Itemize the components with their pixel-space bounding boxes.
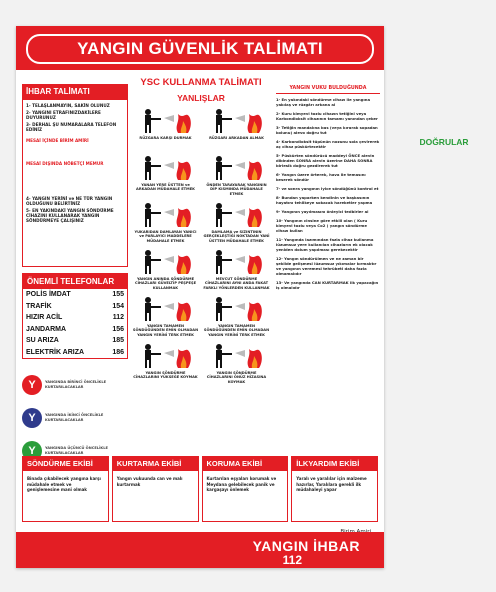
fire-step: 2- Kuru kimyevi tozlu cihazın tetiğini veya Karbondioksit cihazının tamamı yanından çeker: [276, 111, 378, 121]
correct-usage-pictogram: [205, 247, 265, 275]
table-row: [23, 289, 127, 301]
ysc-caption: YANGIN SÖNDÜRME CİHAZLARINI YÜKSEĞE KOYMAK: [133, 371, 198, 380]
ysc-caption: MEVCUT SÖNDÜRME CİHAZLARINI AYNI ANDA FAKAT FARKLI YÖNLERDEN KULLANMAK: [203, 277, 270, 290]
fire-step: 3- Tetiğin mandalına bas (veya kırarak sopadan kolunu) alevo doğru tut: [276, 125, 378, 135]
ihbar-line: MESAİ DIŞINDA NÖBETÇİ MEMUR: [26, 161, 104, 166]
fire-step: 8- Bundan yaparken kendinin ve başkasının hayatını tehlikeye sokacak hareketler yapma: [276, 195, 373, 205]
team-first-aid: [291, 456, 378, 522]
fire-occurs-title: YANGIN VUKU BULDUĞUNDA: [276, 84, 380, 94]
fire-step: 10- Yangının cinsine göre etkili olan ( Kuru kimyevi tozlu veya Co2 ) yangın söndürme cihazı kullan: [276, 218, 368, 233]
fire-step: 9- Yangının yayılmasını önleyici tedbirler al: [276, 209, 369, 214]
ihbar-line: 1- TELAŞLANMAYIN, SAKİN OLUNUZ: [26, 103, 110, 108]
priority-text: YANGINDA ÜÇÜNCÜ ÖNCELİKLE KURTARILACAKLAR: [45, 446, 108, 455]
footer-number: 112: [282, 553, 302, 567]
ysc-caption: YANGIN TAMAMEN SÖNDÜĞÜNDEN EMİN OLMADAN YANGIN YERİNİ TERK ETMEK: [203, 324, 270, 337]
ysc-cell: [203, 200, 270, 245]
wrong-usage-pictogram: [134, 341, 194, 369]
phone-name: HIZIR ACİL: [26, 314, 63, 322]
priority-text: YANGINDA İKİNCİ ÖNCELİKLE KURTARILACAKLAR: [45, 413, 104, 422]
fire-step: 6- Yangın üzere örterek, hava ile temasını keserek söndür: [276, 172, 366, 182]
important-phones: [22, 273, 128, 359]
correct-usage-pictogram: [205, 294, 265, 322]
table-row: [23, 312, 127, 324]
phone-name: SU ARIZA: [26, 337, 59, 345]
ysc-cell: [203, 341, 270, 386]
fire-step: 11- Yangında lazımından fazla cihaz kullanma lüzumsuz yere kullanılan cihazların ek olacak yeniden dolum yapılması gerekecektir: [276, 237, 374, 252]
fire-step: 4- Karbondioksit tüpünün nozunu sola çevirerek aç cihaz püskürtecektir: [276, 139, 380, 149]
ysc-cell: [132, 294, 199, 339]
team-extinguish: [22, 456, 109, 522]
correct-usage-pictogram: [205, 106, 265, 134]
wrong-usage-pictogram: [134, 294, 194, 322]
team-title: SÖNDÜRME EKİBİ: [23, 457, 108, 471]
ysc-cell: [203, 153, 270, 198]
table-row: [23, 324, 127, 336]
ysc-cell: [203, 247, 270, 292]
phone-number: 186: [112, 348, 124, 356]
phone-number: 154: [112, 302, 124, 310]
phones-title: ÖNEMLİ TELEFONLAR: [23, 274, 127, 289]
ysc-cell: [132, 247, 199, 292]
phone-number: 112: [112, 314, 124, 322]
ysc-cell: [203, 106, 270, 151]
ihbar-title: İHBAR TALİMATI: [22, 84, 128, 99]
team-text: Binada çıkabilecek yangına karşı müdahale etmek ve genişlemesine mani olmak: [27, 476, 101, 492]
phone-number: 156: [112, 325, 124, 333]
ysc-caption: YUKARIDAN DAMLAYAN YANICI ve PARLAYICI MADDELERE MÜDAHALE ETMEK: [134, 230, 197, 243]
correct-usage-pictogram: [205, 200, 265, 228]
ysc-title: YSC KULLANMA TALİMATI: [140, 77, 262, 88]
footer-title: YANGIN İHBAR: [252, 538, 360, 554]
rescue-priorities: [22, 371, 128, 465]
priority-badge: Y: [22, 441, 42, 461]
ihbar-line: 5- EN YAKINDAKİ YANGIN SÖNDÜRME CİHAZINI KULLANARAK YANGIN SÖNDÜRMEYE ÇALIŞINIZ: [26, 208, 114, 223]
ysc-caption: YANAN YERE ÜSTTEN ve ARKADAN MÜDAHALE ETMEK: [136, 183, 195, 192]
correct-usage-pictogram: [205, 341, 265, 369]
phone-name: TRAFİK: [26, 302, 52, 310]
wrong-usage-pictogram: [134, 106, 194, 134]
phone-name: POLİS İMDAT: [26, 291, 71, 299]
left-column: [22, 84, 128, 457]
ysc-caption: ÖNDEN TARAYARAK YANGININ DİP KISMINDA MÜDAHALE ETMEK: [206, 183, 267, 196]
priority-item: [22, 371, 128, 399]
right-label: DOĞRULAR: [419, 137, 469, 147]
team-text: Yangın vukuunda can ve malı kurtarmak: [116, 476, 183, 487]
priority-badge: Y: [22, 408, 42, 428]
table-row: [23, 301, 127, 313]
ysc-caption: YANGIN ANINDA SÖNDÜRME CİHAZLARI GÜVELTİP PEŞPEŞE KULLANMAK: [134, 277, 197, 290]
ysc-caption: RÜZGARI ARKADAN ALMAK: [209, 136, 264, 140]
ysc-caption: YANGIN TAMAMEN SÖNDÜĞÜNDEN EMİN OLMADAN YANGIN YERİNİ TERK ETMEK: [132, 324, 199, 337]
ihbar-line: 4- YANGIN YERİNİ ve NE TÜR YANGIN OLDUĞUNU BELİRTİNİZ: [26, 196, 113, 206]
ysc-grid: [132, 106, 270, 386]
ysc-cell: [132, 153, 199, 198]
team-title: KURTARMA EKİBİ: [113, 457, 198, 471]
fire-step: 1- En yakındaki söndürme cihazı ile yangına yakılaş ve rüzgârı arkana al: [276, 97, 371, 107]
priority-text: YANGINDA BİRİNCİ ÖNCELİKLE KURTARILACAKLAR: [45, 380, 107, 389]
ysc-cell: [132, 341, 199, 386]
team-title: KORUMA EKİBİ: [203, 457, 288, 471]
priority-item: [22, 404, 128, 432]
teams-row: [22, 456, 378, 526]
phone-name: ELEKTRİK ARIZA: [26, 348, 85, 356]
phones-table: [23, 289, 127, 358]
poster-footer: [16, 532, 384, 568]
team-rescue: [112, 456, 199, 522]
fire-step: 5- Püskürten söndürücü maddeyi ÖNCE alevin dibinden SONRA alevin üzerine DAHA SONRA birlesik doğru gezdirerek tut: [276, 153, 375, 168]
ysc-cell: [132, 200, 199, 245]
fire-step: 13- Ve yangında CAN KURTARMAK ilk yapacağın iş olmalıdır: [276, 280, 379, 290]
table-row: [23, 335, 127, 347]
phone-number: 185: [112, 337, 124, 345]
fire-step: 12- Yangın söndürülmen ve ne zaman bir şekilde gelişmesi lüzumsuz yıkımalar kırmaktır ve yangının veremesi tehrübeti daha fazla olmamalıdır: [276, 256, 377, 276]
wrong-label: YANLIŞLAR: [177, 93, 225, 103]
right-column: [276, 84, 380, 446]
team-title: İLKYARDIM EKİBİ: [292, 457, 377, 471]
ysc-caption: YANGIN SÖNDÜRME CİHAZLARINI ÖNÜZ HİZASINA KOYMAK: [206, 371, 267, 384]
team-protection: [202, 456, 289, 522]
team-text: Kurtarılan eşyaları korumak ve Meydana gelebilecek panik ve kargaşayı önlemek: [206, 476, 277, 492]
phone-name: JANDARMA: [26, 325, 67, 333]
ihbar-line: 2- YANGINI ETRAFINIZDAKİLERE DUYURUNUZ: [26, 110, 101, 120]
correct-usage-pictogram: [205, 153, 265, 181]
wrong-usage-pictogram: [134, 153, 194, 181]
page-title: YANGIN GÜVENLİK TALİMATI: [26, 34, 374, 64]
table-row: [23, 347, 127, 359]
ysc-caption: DAMLAMA ve SIZINTININ GERÇEKLEŞTİĞİ NOKTADAN YANİ ÜSTTEN MÜDAHALE ETMEK: [203, 230, 270, 243]
fire-safety-poster: [16, 26, 469, 568]
ihbar-line: MESAİ İÇİNDE BİRİM AMİRİ: [26, 138, 89, 143]
wrong-usage-pictogram: [134, 200, 194, 228]
ysc-cell: [203, 294, 270, 339]
ysc-cell: [132, 106, 199, 151]
ysc-caption: RÜZGARA KARŞI DURMAK: [139, 136, 192, 140]
phone-number: 155: [112, 291, 124, 299]
team-text: Yaralı ve yaralılar için malzeme hazırlar, Yaralılara gerekli ilk müdahaleyi yapar: [296, 476, 367, 492]
priority-badge: Y: [22, 375, 42, 395]
poster-header: [16, 26, 384, 70]
fire-step: 7- ve sonra yangının iyice söndüğünü kontrol et: [276, 186, 379, 191]
ihbar-instructions: [22, 99, 128, 267]
ihbar-line: 3- DERHAL ŞU NUMARALARA TELEFON EDİNİZ: [26, 122, 117, 132]
fire-steps: [276, 97, 380, 290]
wrong-usage-pictogram: [134, 247, 194, 275]
